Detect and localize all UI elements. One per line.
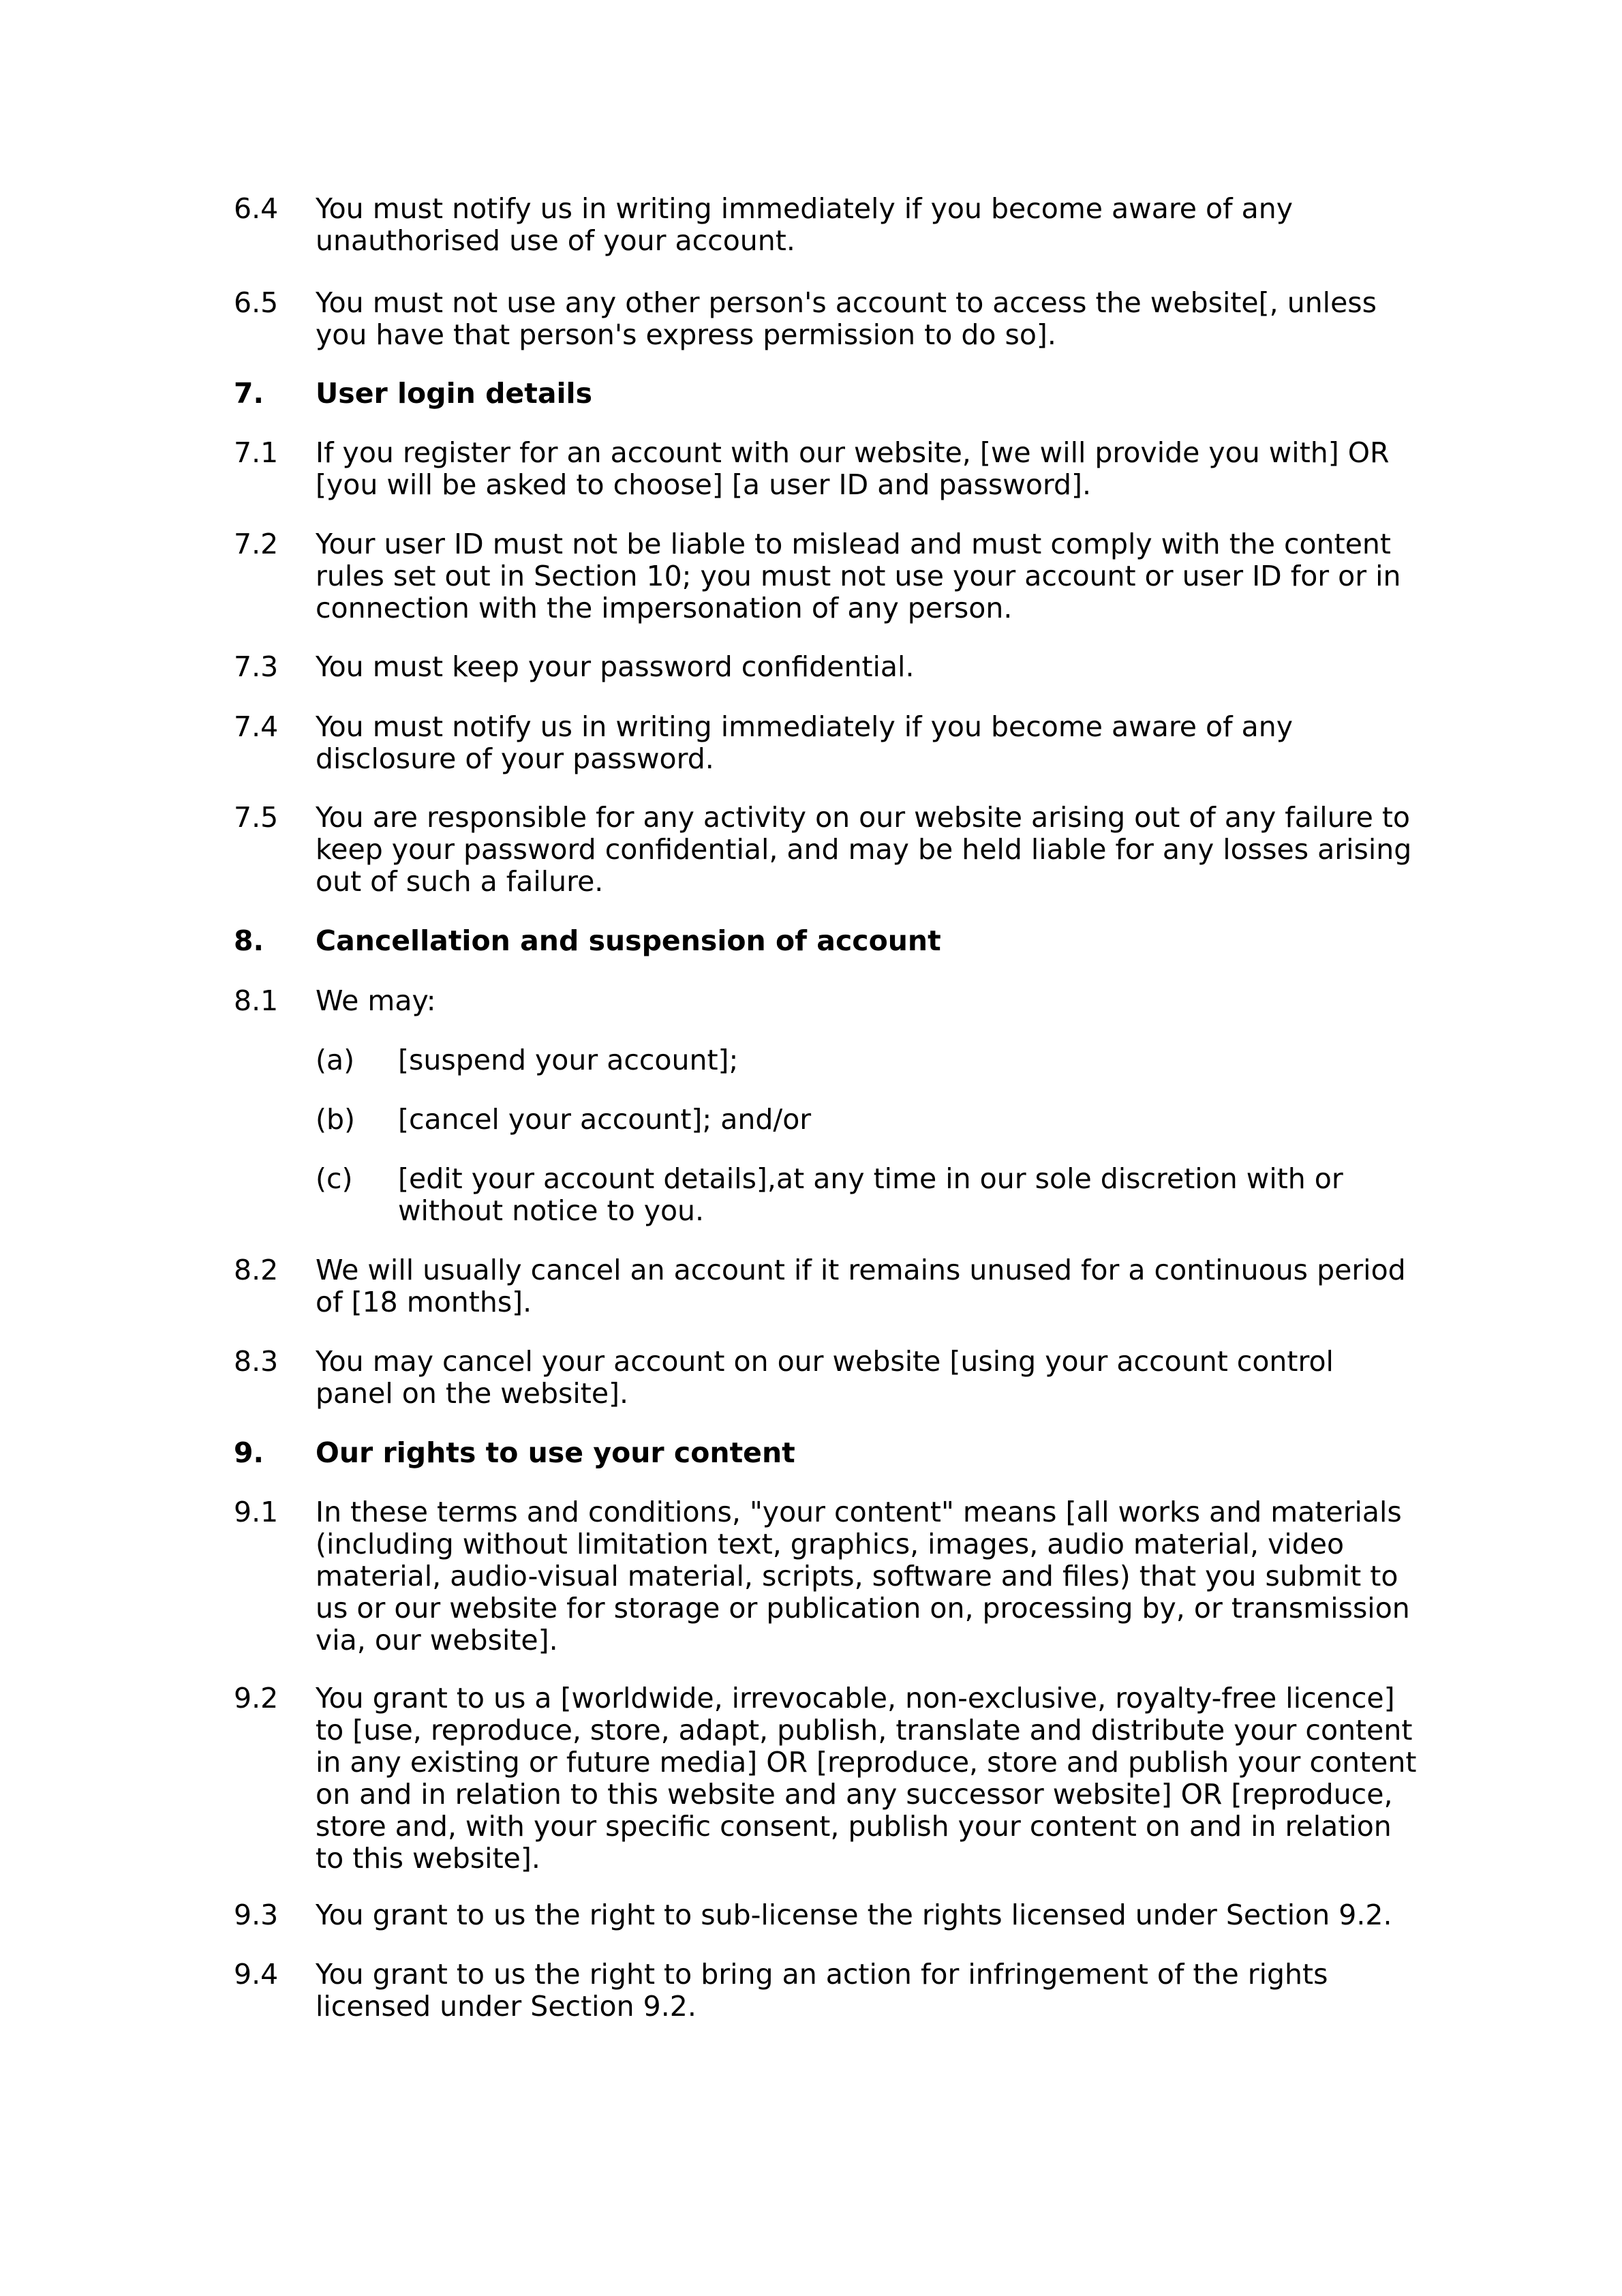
- clause-text: If you register for an account with our website, [we will provide you with] OR [you will be asked to choose] [a user ID and password].: [316, 436, 1390, 501]
- clause-text: You must notify us in writing immediately if you become aware of any disclosure of your password.: [316, 710, 1293, 775]
- subclause-letter: (a): [316, 1044, 355, 1076]
- clause-text: You grant to us the right to bring an action for infringement of the rights licensed under Section 9.2.: [316, 1958, 1328, 2023]
- clause-text: In these terms and conditions, "your content" means [all works and materials (including without limitation text, graphics, images, audio material, video material, audio-visual material, scripts, software and files) that you submit to us or our website for storage or publication on, processing by, or transmission via, our website].: [316, 1496, 1410, 1657]
- section-title: User login details: [316, 377, 593, 410]
- clause-text: You grant to us the right to sub-license the rights licensed under Section 9.2.: [316, 1899, 1392, 1931]
- subclause-letter: (c): [316, 1162, 353, 1195]
- clause-text: You must notify us in writing immediately if you become aware of any unauthorised use of your account.: [316, 192, 1293, 257]
- clause-text: We will usually cancel an account if it remains unused for a continuous period of [18 months].: [316, 1254, 1406, 1318]
- clause-text: You grant to us a [worldwide, irrevocable, non-exclusive, royalty-free licence] to [use, reproduce, store, adapt, publish, translate and distribute your content in any existing or future media] OR [reproduce, store and publish your content on and in relation to this website and any successor website] OR [reproduce, store and, with your specific consent, publish your content on and in relation to this website].: [316, 1682, 1417, 1875]
- clause-number: 9.3: [234, 1899, 279, 1931]
- clause-number: 9.1: [234, 1496, 279, 1528]
- clause-text: We may:: [316, 984, 436, 1017]
- clause-number: 7.1: [234, 436, 279, 469]
- clause-number: 7.4: [234, 710, 279, 743]
- clause-number: 7.5: [234, 801, 279, 834]
- clause-text: You are responsible for any activity on our website arising out of any failure to keep your password confidential, and may be held liable for any losses arising out of such a failure.: [316, 801, 1412, 898]
- clause-text: You must not use any other person's account to access the website[, unless you have that person's express permission to do so].: [316, 286, 1377, 351]
- subclause-text: [cancel your account]; and/or: [398, 1103, 812, 1136]
- clause-number: 6.5: [234, 286, 279, 319]
- clause-number: 8.1: [234, 984, 279, 1017]
- clause-number: 9.4: [234, 1958, 279, 1991]
- clause-number: 6.4: [234, 192, 279, 225]
- subclause-text: [suspend your account];: [398, 1044, 739, 1076]
- section-number: 7.: [234, 377, 264, 410]
- clause-text: Your user ID must not be liable to mislead and must comply with the content rules set out in Section 10; you must not use your account or user ID for or in connection with the impersonation of any person.: [316, 528, 1401, 624]
- clause-text: You must keep your password confidential.: [316, 650, 915, 683]
- clause-number: 8.3: [234, 1345, 279, 1378]
- section-number: 8.: [234, 924, 264, 957]
- clause-number: 7.3: [234, 650, 279, 683]
- subclause-letter: (b): [316, 1103, 356, 1136]
- clause-number: 9.2: [234, 1682, 279, 1715]
- clause-number: 8.2: [234, 1254, 279, 1286]
- clause-text: You may cancel your account on our website [using your account control panel on the website].: [316, 1345, 1334, 1410]
- section-number: 9.: [234, 1436, 264, 1469]
- section-title: Cancellation and suspension of account: [316, 924, 941, 957]
- subclause-text: [edit your account details],at any time in our sole discretion with or without notice to you.: [398, 1162, 1343, 1227]
- section-title: Our rights to use your content: [316, 1436, 795, 1469]
- clause-number: 7.2: [234, 528, 279, 560]
